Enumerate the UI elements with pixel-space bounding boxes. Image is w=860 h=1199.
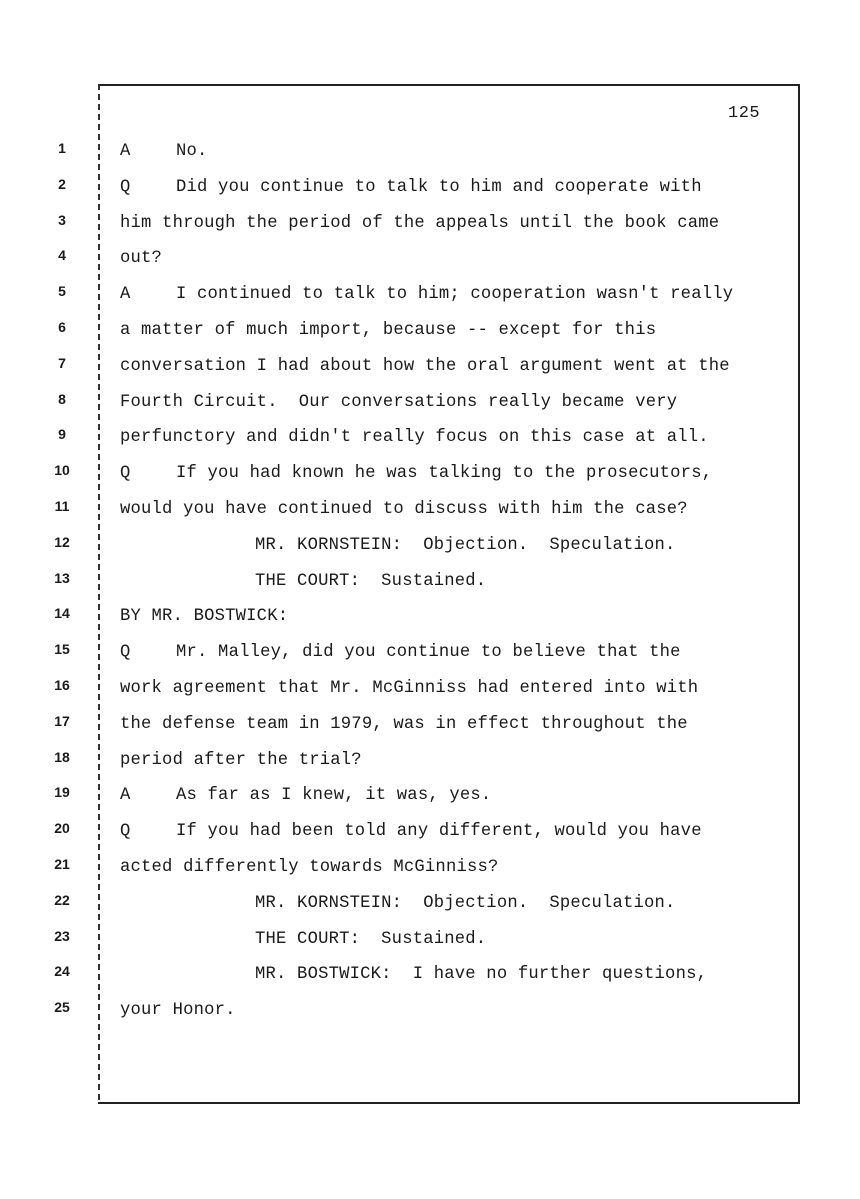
transcript-line: [120, 856, 499, 880]
line-text: If you had been told any different, would you have: [176, 822, 702, 842]
line-number: 13: [54, 569, 70, 586]
line-text: If you had known he was talking to the prosecutors,: [176, 464, 713, 484]
transcript-line: [120, 820, 702, 844]
line-text: I continued to talk to him; cooperation wasn't really: [176, 285, 734, 305]
line-text: As far as I knew, it was, yes.: [176, 786, 492, 806]
line-text: MR. KORNSTEIN: Objection. Speculation.: [255, 893, 676, 913]
line-text: THE COURT: Sustained.: [255, 571, 487, 591]
line-number: 3: [58, 211, 66, 228]
line-number: 18: [54, 748, 70, 765]
line-number: 25: [54, 999, 70, 1016]
line-number: 14: [54, 605, 70, 622]
transcript-line: [120, 247, 162, 271]
line-text: work agreement that Mr. McGinniss had entered into with: [120, 679, 699, 698]
line-number: 10: [54, 462, 70, 479]
line-text: MR. KORNSTEIN: Objection. Speculation.: [255, 535, 676, 555]
line-number: 17: [54, 712, 70, 729]
speaker-label: Q: [120, 822, 131, 842]
line-text: your Honor.: [120, 1001, 236, 1021]
line-text: Did you continue to talk to him and cooperate with: [176, 177, 702, 197]
line-number: 11: [54, 498, 70, 514]
transcript-line: [120, 892, 676, 916]
line-text: Mr. Malley, did you continue to believe that the: [176, 643, 681, 663]
line-text: acted differently towards McGinniss?: [120, 858, 499, 877]
speaker-label: A: [120, 285, 131, 305]
transcript-line: [120, 963, 707, 987]
line-text: the defense team in 1979, was in effect throughout the: [120, 714, 688, 734]
speaker-label: Q: [120, 643, 131, 663]
line-number: 4: [58, 247, 66, 264]
transcript-line: [120, 999, 236, 1023]
left-margin-rule: [98, 84, 100, 1100]
speaker-label: A: [120, 786, 131, 806]
line-text: him through the period of the appeals until the book came: [120, 213, 720, 233]
transcript-line: [120, 176, 702, 200]
line-text: BY MR. BOSTWICK:: [120, 607, 289, 627]
transcript-line: [120, 140, 208, 164]
line-number: 7: [58, 354, 66, 371]
line-number: 15: [54, 641, 70, 658]
line-text: THE COURT: Sustained.: [255, 929, 487, 949]
line-text: a matter of much import, because -- except for this: [120, 321, 657, 340]
line-text: conversation I had about how the oral argument went at the: [120, 356, 730, 376]
transcript-line: [120, 426, 709, 450]
transcript-line: [120, 391, 677, 415]
transcript-line: [120, 283, 733, 307]
transcript-line: [120, 570, 486, 594]
transcript-line: [120, 713, 688, 737]
transcript-line: [120, 928, 486, 952]
transcript-line: [120, 605, 288, 629]
speaker-label: Q: [120, 464, 131, 484]
line-text: No.: [176, 142, 208, 161]
transcript-line: [120, 641, 681, 665]
line-number: 9: [58, 426, 66, 443]
transcript-line: [120, 462, 712, 486]
speaker-label: Q: [120, 177, 131, 197]
line-text: period after the trial?: [120, 750, 362, 770]
line-text: Fourth Circuit. Our conversations really became very: [120, 392, 678, 412]
speaker-label: A: [120, 142, 131, 161]
transcript-line: [120, 749, 362, 773]
transcript-line: [120, 355, 730, 379]
line-number: 2: [58, 175, 66, 192]
page-number: 125: [728, 104, 761, 123]
line-number: 19: [54, 784, 70, 801]
line-number: 23: [54, 927, 70, 944]
transcript-line: [120, 784, 491, 808]
line-number: 24: [54, 963, 70, 980]
line-number: 16: [54, 677, 70, 693]
line-number: 8: [58, 390, 66, 407]
line-text: would you have continued to discuss with him the case?: [120, 500, 688, 519]
transcript-line: [120, 534, 676, 558]
line-number: 6: [58, 319, 66, 335]
transcript-line: [120, 212, 719, 236]
line-text: MR. BOSTWICK: I have no further questions,: [255, 965, 708, 985]
line-text: perfunctory and didn't really focus on this case at all.: [120, 428, 709, 448]
line-number: 20: [54, 820, 70, 837]
line-number: 22: [54, 891, 70, 908]
transcript-line: [120, 319, 656, 343]
transcript-line: [120, 677, 698, 701]
line-text: out?: [120, 249, 163, 269]
line-number: 21: [54, 856, 70, 872]
transcript-line: [120, 498, 688, 522]
line-number: 5: [58, 283, 66, 300]
line-number: 1: [58, 140, 66, 156]
line-number: 12: [54, 533, 70, 550]
